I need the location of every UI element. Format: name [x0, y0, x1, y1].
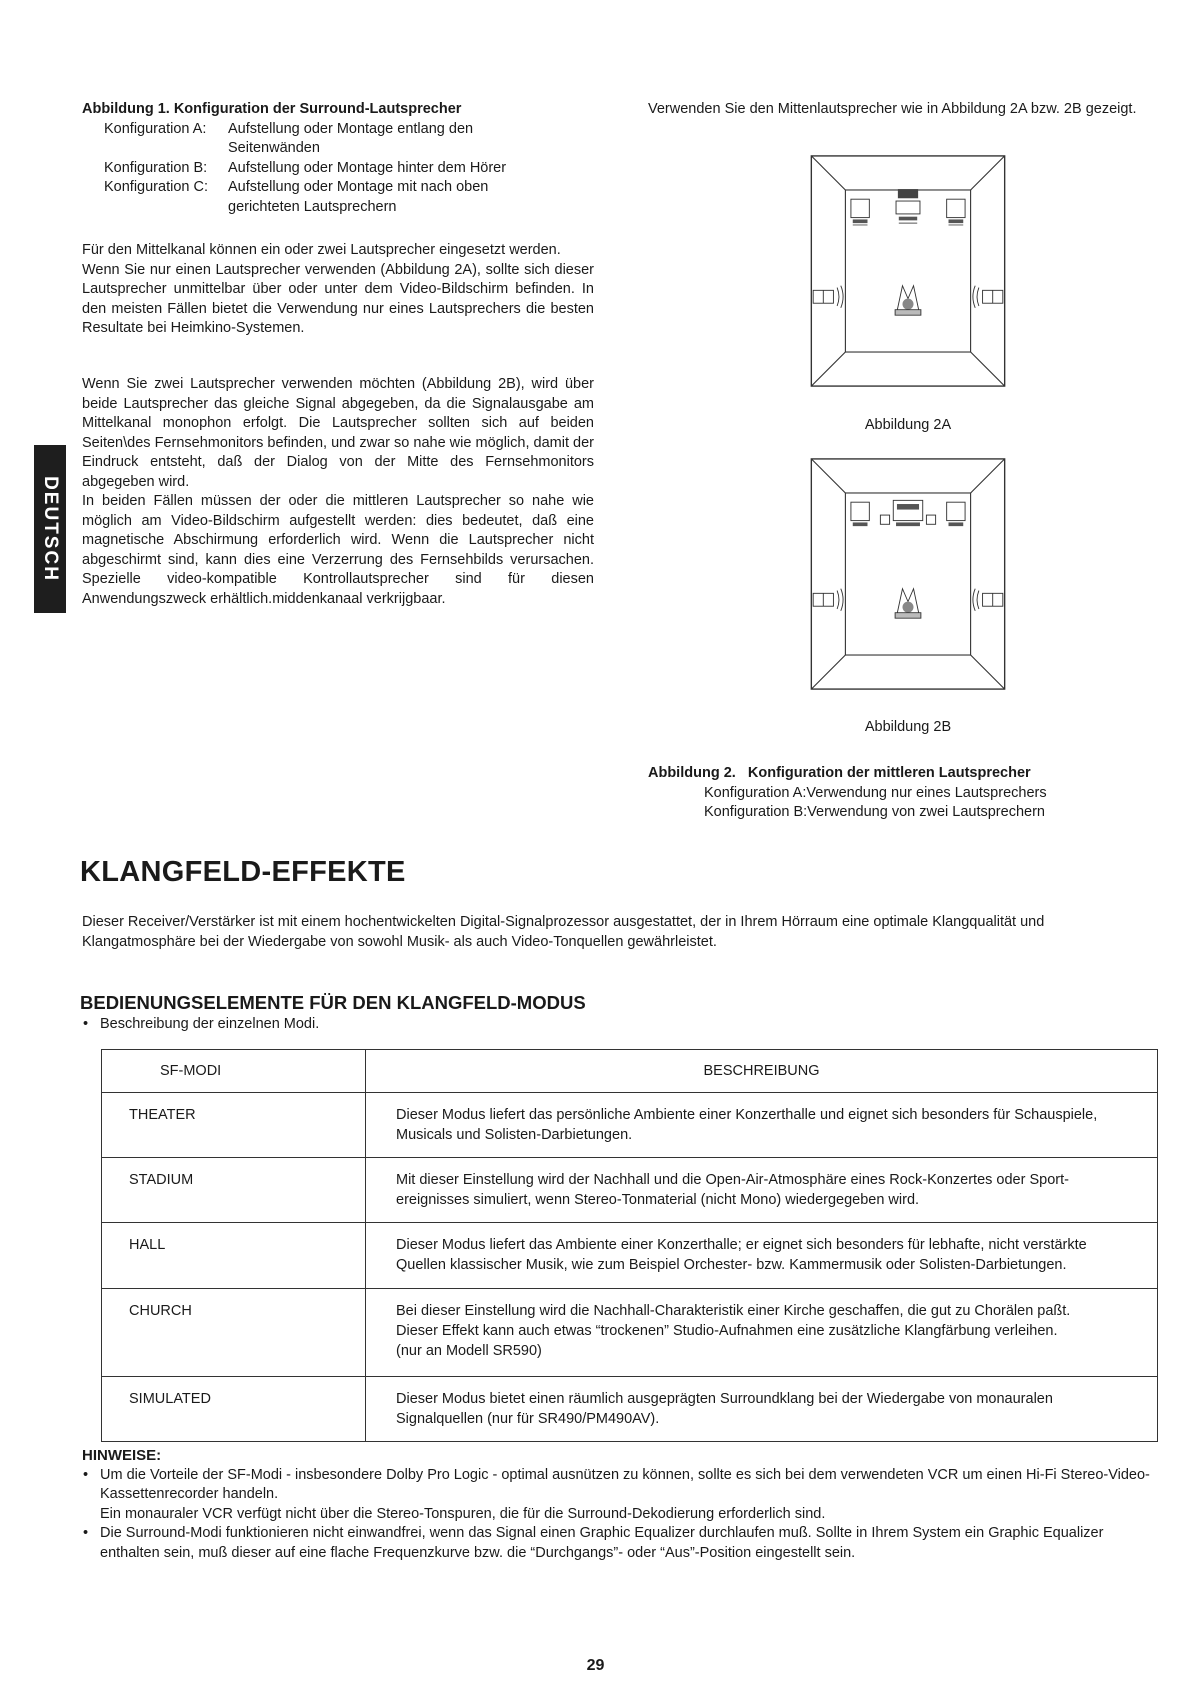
church-desc-line-2: Dieser Effekt kann auch etwas “trockenen” Studio-Aufnahmen eine zusätzliche Klangfärbung verleihen. — [396, 1323, 1058, 1339]
front-right-speaker-icon — [947, 502, 965, 526]
section-intro: Dieser Receiver/Verstärker ist mit einem hochentwickelten Digital-Signalprozessor ausgestattet, der in Ihrem Hörraum eine optimale Klangqualität und Klangatmosphäre bei der Wiedergabe von sowohl Musik- als auch Video-Tonquellen gewährleistet. — [82, 914, 1045, 950]
surround-left-speaker-icon — [813, 589, 843, 611]
figure-2-title — [648, 764, 1128, 784]
mode-name: SIMULATED — [102, 1377, 366, 1442]
config-c-text: Aufstellung oder Montage mit nach oben gerichteten Lautsprechern — [228, 179, 489, 215]
figure-2b-label: Abbildung 2B — [864, 719, 952, 735]
table-row — [102, 1093, 1158, 1158]
table-row — [102, 1158, 1158, 1223]
config-b-row — [82, 159, 602, 179]
mode-description: Mit dieser Einstellung wird der Nachhall und die Open-Air-Atmosphäre eines Rock-Konzertes oder Sport-ereignisses simuliert, wenn Stereo-Tonmaterial (nicht Mono) wiedergegeben wird. — [366, 1158, 1158, 1223]
figure-2-line-b: Konfiguration B:Verwendung von zwei Lautsprechern — [704, 804, 1045, 820]
table-header-row — [102, 1050, 1158, 1093]
note-1: • Um die Vorteile der SF-Modi - insbesondere Dolby Pro Logic - optimal ausnützen zu können, sollte es sich bei dem verwendeten VCR um einen Hi-Fi Stereo-Video-Kassettenrecorder handeln. — [82, 1466, 1162, 1505]
listener-icon — [895, 286, 921, 315]
center-right-speaker-icon — [926, 515, 935, 524]
right-intro: Verwenden Sie den Mittenlautsprecher wie in Abbildung 2A bzw. 2B gezeigt. — [648, 101, 1137, 117]
notes-title: HINWEISE: — [82, 1447, 162, 1464]
mode-description: Dieser Modus bietet einen räumlich ausgeprägten Surroundklang bei der Wiedergabe von monauralen Signalquellen (nur für SR490/PM490AV). — [366, 1377, 1158, 1442]
figure-2a-diagram — [802, 155, 1014, 387]
front-left-speaker-icon — [851, 502, 869, 526]
mode-name: CHURCH — [102, 1289, 366, 1377]
figure-2-number: Abbildung 2. — [648, 765, 736, 781]
config-a-label: Konfiguration A: — [104, 120, 207, 137]
table-row — [102, 1377, 1158, 1442]
sf-modes-table — [101, 1049, 1158, 1442]
figure-1-caption — [82, 100, 602, 217]
config-c-row — [82, 178, 602, 217]
language-tab — [34, 445, 66, 613]
center-left-speaker-icon — [880, 515, 889, 524]
paragraph-3: Wenn Sie zwei Lautsprecher verwenden möchten (Abbildung 2B), wird über beide Lautsprecher das gleiche Signal abgegeben, da die Signalausgabe am Mittelkanal monophon erfolgt. Die Lautsprecher sollten sich auf beiden Seiten\des Fernsehmonitors befinden, und zwar so nahe wie möglich, damit der Eindruck entsteht, daß der Dialog von der Mitte des Fernsehmonitors abgegeben wird. — [82, 376, 594, 490]
mode-name: STADIUM — [102, 1158, 366, 1223]
mode-description — [366, 1289, 1158, 1377]
surround-right-speaker-icon — [973, 286, 1003, 308]
note-2: • Die Surround-Modi funktionieren nicht einwandfrei, wenn das Signal einen Graphic Equalizer durchlaufen muß. Sollte in Ihrem System ein Graphic Equalizer enthalten sein, muß dieser auf eine flache Frequenzkurve bzw. die “Durchgangs”- oder “Aus”-Position eingestellt sein. — [82, 1524, 1162, 1563]
table-row — [102, 1223, 1158, 1289]
config-c-label: Konfiguration C: — [104, 179, 208, 195]
figure-2b-diagram — [802, 458, 1014, 690]
center-channel-text — [82, 241, 594, 339]
tv-monitor-icon — [893, 500, 922, 526]
two-speakers-text — [82, 375, 594, 609]
paragraph-4: In beiden Fällen müssen der oder die mittleren Lautsprecher so nahe wie möglich am Video-Bildschirm aufgestellt werden: dies bedeutet, daß eine magnetische Abschirmung erforderlich wird. Wenn die Lautsprecher nicht abgeschirmt sind, kann dies eine Verzerrung des Fernsehbilds verursachen. Spezielle video-kompatible Kontrollautsprecher sind für diesen Anwendungszweck erhältlich.middenkanaal verkrijgbaar. — [82, 493, 594, 607]
listener-icon — [895, 589, 921, 618]
subsection-title: BEDIENUNGSELEMENTE FÜR DEN KLANGFELD-MODUS — [80, 992, 586, 1013]
figure-2-caption — [648, 764, 1128, 823]
section-title: KLANGFELD-EFFEKTE — [80, 856, 406, 888]
config-b-text: Aufstellung oder Montage hinter dem Hörer — [228, 159, 507, 176]
language-tab-label: DEUTSCH — [40, 476, 61, 582]
surround-left-speaker-icon — [813, 286, 843, 308]
table-row — [102, 1289, 1158, 1377]
church-desc-line-1: Bei dieser Einstellung wird die Nachhall-Charakteristik einer Kirche geschaffen, die gut zu Chorälen paßt. — [396, 1303, 1071, 1319]
header-beschreibung: BESCHREIBUNG — [366, 1050, 1158, 1093]
paragraph-2: Wenn Sie nur einen Lautsprecher verwenden (Abbildung 2A), sollte sich dieser Lautsprecher unmittelbar über oder unter dem Video-Bildschirm befinden. In den meisten Fällen bietet die Verwendung nur eines Lautsprechers die besten Resultate bei Heimkino-Systemen. — [82, 261, 594, 336]
center-speaker-icon — [896, 189, 920, 223]
figure-2a-label: Abbildung 2A — [864, 417, 952, 433]
figure-2-line-a: Konfiguration A:Verwendung nur eines Lautsprechers — [704, 784, 1047, 801]
paragraph-1: Für den Mittelkanal können ein oder zwei Lautsprecher eingesetzt werden. — [82, 242, 561, 258]
notes-section — [82, 1446, 1162, 1563]
page-number: 29 — [586, 1657, 605, 1674]
figure-1-title: Abbildung 1. Konfiguration der Surround-Lautsprecher — [82, 101, 462, 117]
mode-name: HALL — [102, 1223, 366, 1289]
subsection-bullet: • Beschreibung der einzelnen Modi. — [82, 1015, 1191, 1035]
note-1-continuation: Ein monauraler VCR verfügt nicht über die Stereo-Tonspuren, die für die Surround-Dekodierung erforderlich sind. — [100, 1505, 826, 1522]
mode-description: Dieser Modus liefert das Ambiente einer Konzerthalle; er eignet sich besonders für lebhafte, nicht verstärkte Quellen klassischer Musik, wie zum Beispiel Orchester- bzw. Kammermusik oder Solisten-Darbietungen. — [366, 1223, 1158, 1289]
mode-description: Dieser Modus liefert das persönliche Ambiente einer Konzerthalle und eignet sich besonders für Schauspiele, Musicals und Solisten-Darbietungen. — [366, 1093, 1158, 1158]
front-left-speaker-icon — [851, 199, 869, 225]
church-desc-line-3: (nur an Modell SR590) — [396, 1343, 542, 1359]
figure-2-title-text: Konfiguration der mittleren Lautsprecher — [747, 765, 1031, 781]
config-b-label: Konfiguration B: — [104, 159, 208, 176]
header-sf-modi: SF-MODI — [102, 1050, 366, 1093]
config-a-text: Aufstellung oder Montage entlang den Seitenwänden — [228, 120, 474, 156]
surround-right-speaker-icon — [973, 589, 1003, 611]
front-right-speaker-icon — [947, 199, 965, 225]
config-a-row — [82, 120, 602, 159]
mode-name: THEATER — [102, 1093, 366, 1158]
